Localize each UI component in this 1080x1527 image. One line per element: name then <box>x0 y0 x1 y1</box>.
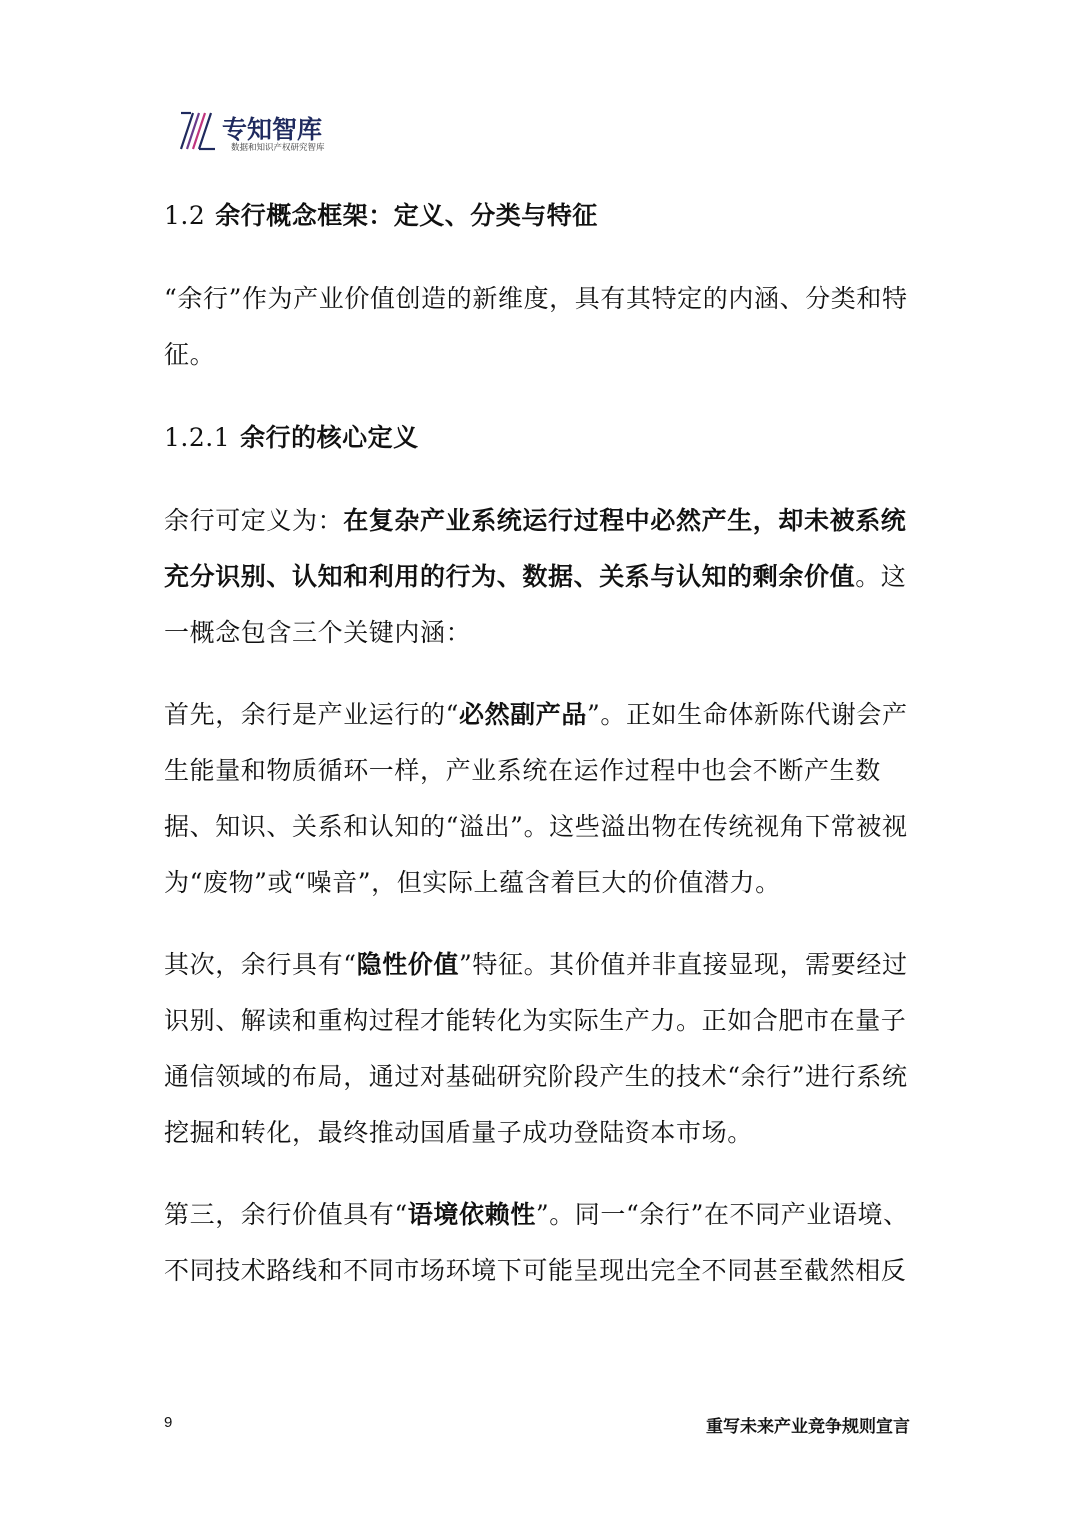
subsection-title: 余行的核心定义 <box>240 423 419 452</box>
point-keyword: 隐性价值 <box>356 950 459 979</box>
definition-paragraph <box>164 493 920 661</box>
point-tail: ”。正如生命体新陈代谢会产生能量和物质循环一样，产业系统在运作过程中也会不断产生数据、知识、关系和认知的“溢出”。这些溢出物在传统视角下常被视为“废物”或“噪音”，但实际上蕴含着巨大的价值潜力。 <box>164 700 908 897</box>
zl-logo-icon <box>178 110 218 152</box>
definition-tail: 。这一概念包含三个关键内涵： <box>164 562 907 647</box>
point-paragraph-first <box>164 687 920 911</box>
intro-paragraph: “余行”作为产业价值创造的新维度，具有其特定的内涵、分类和特征。 <box>164 284 908 369</box>
page-number: 9 <box>164 1414 173 1431</box>
point-lead: 第三，余行价值具有“ <box>164 1200 408 1229</box>
section-heading <box>164 196 598 232</box>
definition-bold: 在复杂产业系统运行过程中必然产生，却未被系统充分识别、认知和利用的行为、数据、关系与认知的剩余价值 <box>164 506 907 591</box>
point-keyword: 语境依赖性 <box>407 1200 536 1229</box>
subsection-number: 1.2.1 <box>164 423 231 452</box>
point-paragraph-third <box>164 1187 920 1299</box>
definition-lead: 余行可定义为： <box>164 506 344 535</box>
subsection-heading <box>164 418 419 454</box>
point-paragraph-second <box>164 937 920 1161</box>
point-lead: 首先，余行是产业运行的“ <box>164 700 459 729</box>
header-logo <box>178 106 398 156</box>
section-title: 余行概念框架：定义、分类与特征 <box>215 201 598 230</box>
logo-title: 专知智库 <box>222 115 323 144</box>
point-tail: ”。同一“余行”在不同产业语境、不同技术路线和不同市场环境下可能呈现出完全不同甚至截然相反 <box>164 1200 909 1285</box>
point-lead: 其次，余行具有“ <box>164 950 357 979</box>
point-tail: ”特征。其价值并非直接显现，需要经过识别、解读和重构过程才能转化为实际生产力。正如合肥市在量子通信领域的布局，通过对基础研究阶段产生的技术“余行”进行系统挖掘和转化，最终推动国盾量子成功登陆资本市场。 <box>164 950 908 1147</box>
footer-document-title: 重写未来产业竞争规则宣言 <box>706 1417 910 1437</box>
point-keyword: 必然副产品 <box>458 700 587 729</box>
section-number: 1.2 <box>164 201 206 230</box>
logo-subtitle: 数据和知识产权研究智库 <box>231 143 325 153</box>
